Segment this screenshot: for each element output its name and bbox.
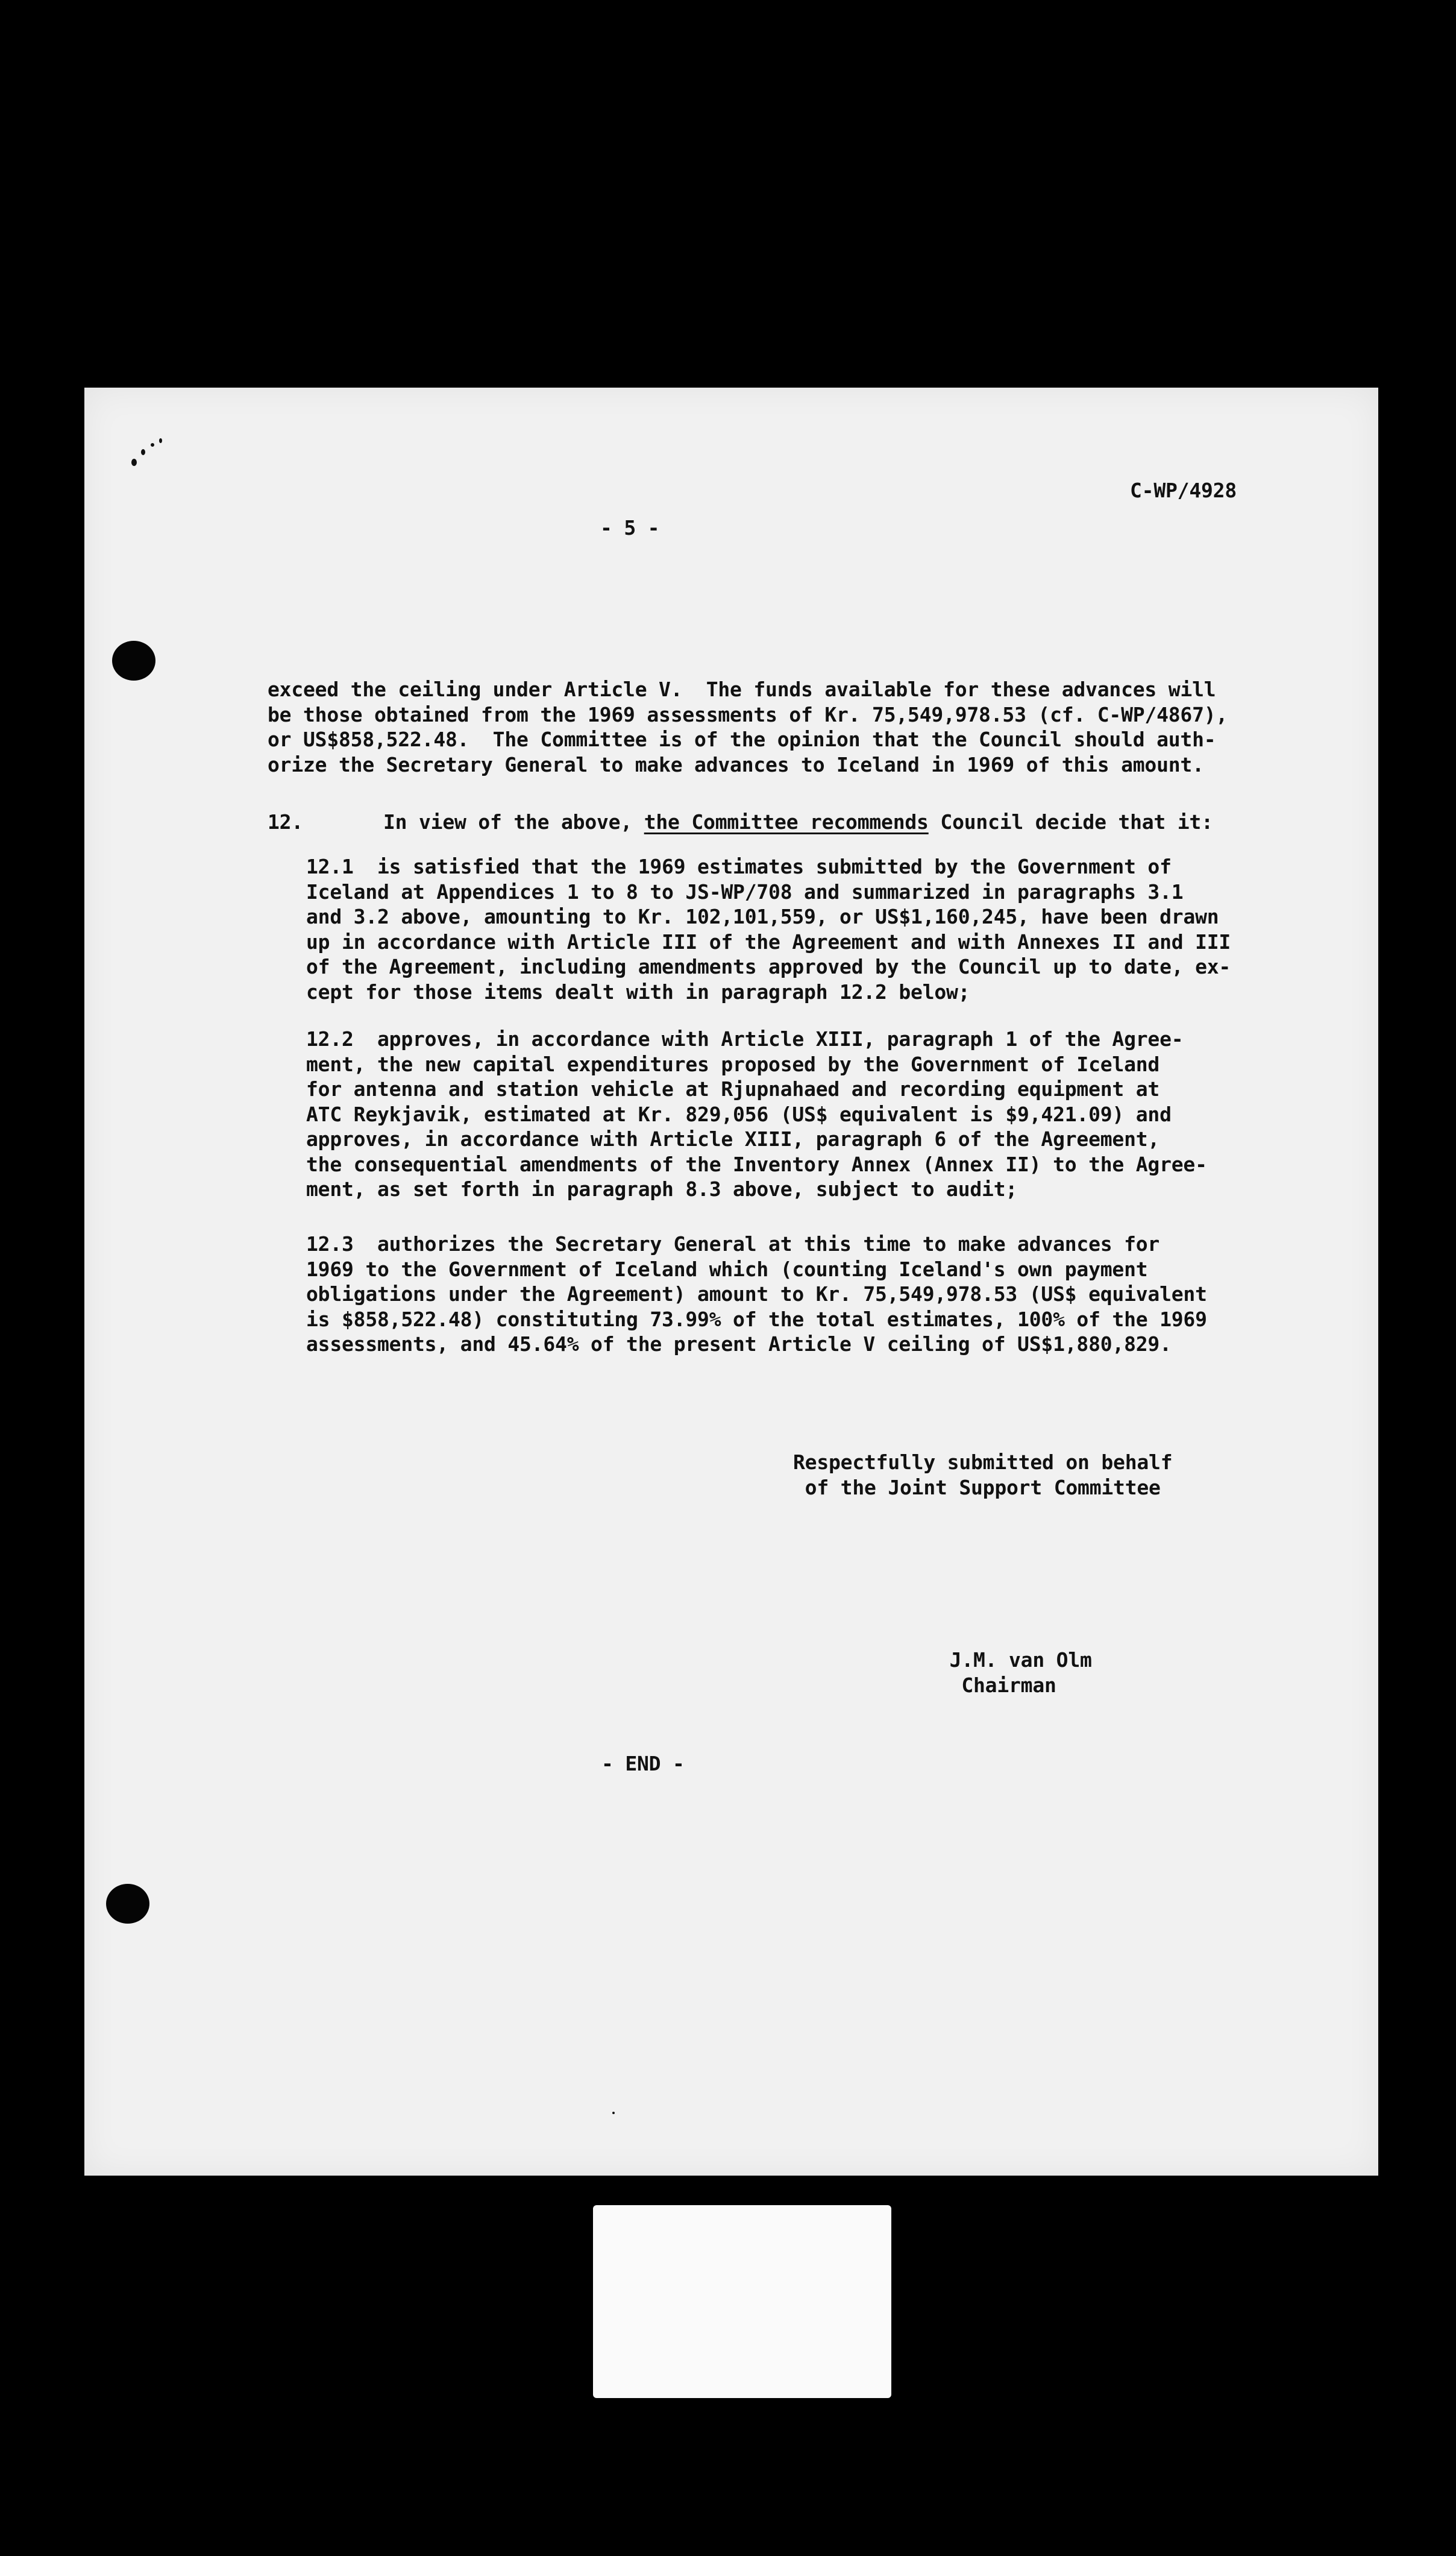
paragraph-12-intro-after: Council decide that it: <box>928 810 1213 834</box>
document-page <box>84 388 1378 2176</box>
end-mark: - END - <box>601 1752 685 1775</box>
signature-block: J.M. van Olm Chairman <box>949 1648 1092 1697</box>
page-number: - 5 - <box>600 516 660 540</box>
ink-speck <box>141 449 145 455</box>
ink-speck <box>151 443 154 447</box>
blank-card <box>593 2205 891 2398</box>
continuation-paragraph: exceed the ceiling under Article V. The funds available for these advances will be those obtained from the 1969 assessments of Kr. 75,549,978.53 (cf. C-WP/4867), or US$858,522.48. The Committee is of the opinion that the Council should auth- orize the Secretary General to make advances to Iceland in 1969 of this amount. <box>268 678 1228 776</box>
paragraph-12-intro <box>383 810 1213 835</box>
closing-statement: Respectfully submitted on behalf of the Joint Support Committee <box>793 1450 1173 1499</box>
ink-speck <box>159 438 162 443</box>
paragraph-12-intro-before: In view of the above, <box>383 810 644 834</box>
subparagraph-12-3: 12.3 authorizes the Secretary General at this time to make advances for 1969 to the Government of Iceland which (counting Iceland's own payment obligations under the Agreement) amount to Kr. 75,549,978.53 (US$ equivalent is $858,522.48) constituting 73.99% of the total estimates, 100% of the 1969 assessments, and 45.64% of the present Article V ceiling of US$1,880,829. <box>306 1232 1207 1356</box>
ink-speck <box>612 2112 615 2114</box>
punch-hole-top <box>112 641 155 681</box>
subparagraph-12-2: 12.2 approves, in accordance with Article XIII, paragraph 1 of the Agree- ment, the new capital expenditures proposed by the Government of Iceland for antenna and station vehicle at Rjupnahaed and recording equipment at ATC Reykjavik, estimated at Kr. 829,056 (US$ equivalent is $9,421.09) and approves, in accordance with Article XIII, paragraph 6 of the Agreement, the consequential amendments of the Inventory Annex (Annex II) to the Agree- ment, as set forth in paragraph 8.3 above, subject to audit; <box>306 1027 1207 1201</box>
paragraph-12-number: 12. <box>268 810 304 834</box>
document-reference: C-WP/4928 <box>1130 479 1237 502</box>
punch-hole-bottom <box>106 1884 149 1924</box>
ink-speck <box>131 459 137 466</box>
subparagraph-12-1: 12.1 is satisfied that the 1969 estimates submitted by the Government of Iceland at Appendices 1 to 8 to JS-WP/708 and summarized in paragraphs 3.1 and 3.2 above, amounting to Kr. 102,101,559, or US$1,160,245, have been drawn up in accordance with Article III of the Agreement and with Annexes II and III of the Agreement, including amendments approved by the Council up to date, ex- cept for those items dealt with in paragraph 12.2 below; <box>306 855 1231 1004</box>
paragraph-12-intro-underlined: the Committee recommends <box>644 810 929 834</box>
